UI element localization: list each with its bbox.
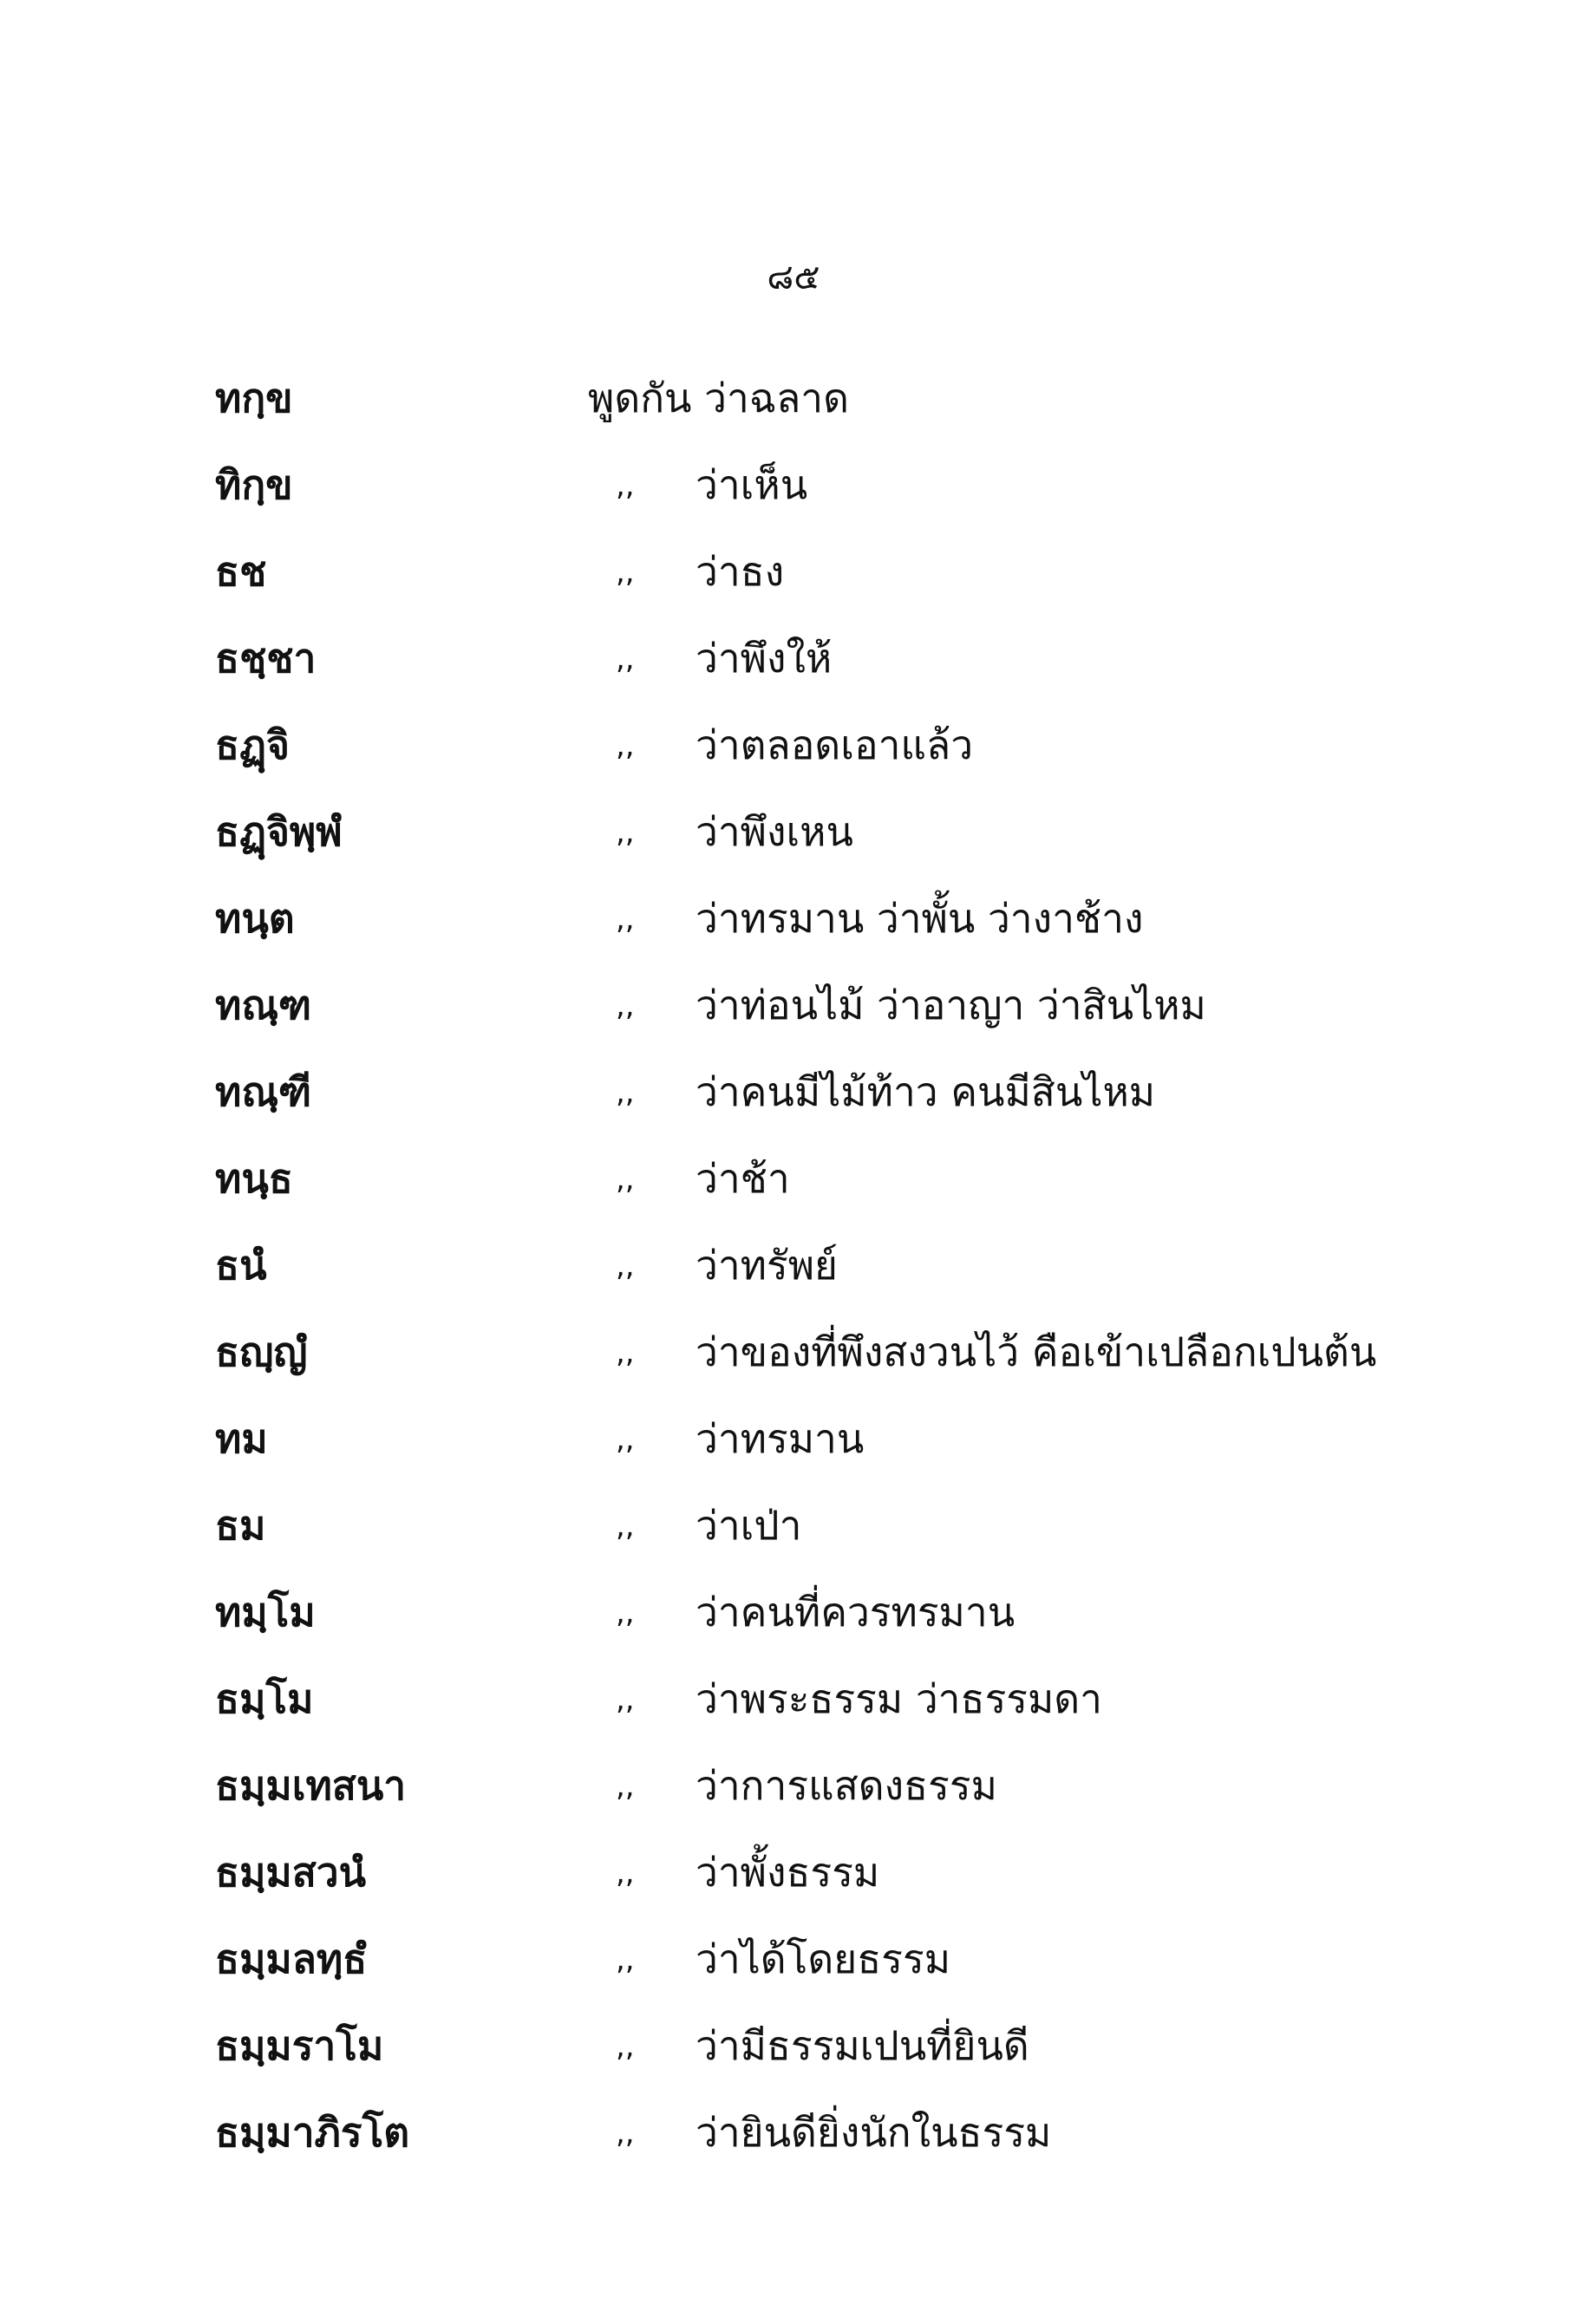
entry-meaning: ว่าตลอดเอาแล้ว bbox=[696, 721, 974, 768]
ditto-mark: ,, bbox=[616, 1856, 635, 1890]
entry-meaning: ว่าคนมีไม้ท้าว คนมีสินไหม bbox=[696, 1068, 1156, 1115]
glossary-list bbox=[215, 351, 1464, 2172]
entry-meaning: ว่าพึงให้ bbox=[696, 635, 833, 682]
entry-word: ธชฺชา bbox=[215, 635, 317, 682]
entry-word: ธม bbox=[215, 1502, 266, 1549]
entry-meaning bbox=[588, 367, 849, 430]
glossary-entry bbox=[215, 1392, 1464, 1479]
entry-meaning: ว่าคนที่ควรทรมาน bbox=[696, 1589, 1016, 1635]
entry-meaning: ว่าพั้งธรรม bbox=[696, 1849, 880, 1896]
glossary-entry bbox=[215, 438, 1464, 525]
entry-word: ธมฺมเทสนา bbox=[215, 1762, 407, 1809]
entry-word: ธมฺมสวนํ bbox=[215, 1849, 367, 1896]
glossary-entry bbox=[215, 525, 1464, 611]
glossary-entry bbox=[215, 698, 1464, 785]
glossary-entry bbox=[215, 1652, 1464, 1739]
entry-word: ทกฺข bbox=[215, 375, 293, 421]
entry-word: ทนฺธ bbox=[215, 1155, 293, 1202]
glossary-entry bbox=[215, 1305, 1464, 1392]
ditto-mark: ,, bbox=[616, 1769, 635, 1804]
glossary-entry bbox=[215, 958, 1464, 1045]
ditto-mark: ,, bbox=[616, 555, 635, 590]
ditto-mark: ,, bbox=[616, 1422, 635, 1457]
entry-meaning: ว่ายินดียิ่งนักในธรรม bbox=[696, 2109, 1052, 2156]
entry-meaning: ว่าธง bbox=[696, 548, 785, 595]
ditto-mark: ,, bbox=[616, 1682, 635, 1717]
entry-word: ธมฺมราโม bbox=[215, 2022, 384, 2069]
glossary-entry bbox=[215, 1825, 1464, 1912]
ditto-mark: ,, bbox=[616, 642, 635, 676]
entry-meaning: ว่าทรัพย์ bbox=[696, 1242, 838, 1289]
ditto-mark: ,, bbox=[616, 728, 635, 763]
entry-meaning: ว่าทรมาน ว่าพั้น ว่างาช้าง bbox=[696, 895, 1144, 942]
ditto-mark: ,, bbox=[616, 2029, 635, 2064]
ditto-mark: ,, bbox=[616, 2116, 635, 2151]
glossary-entry bbox=[215, 1999, 1464, 2086]
glossary-entry bbox=[215, 1218, 1464, 1305]
entry-word: ธช bbox=[215, 548, 267, 595]
ditto-mark: ,, bbox=[616, 468, 635, 503]
entry-meaning: ว่าเป่า bbox=[696, 1502, 802, 1549]
glossary-entry bbox=[215, 785, 1464, 872]
entry-word: ธมฺมาภิรโต bbox=[215, 2109, 410, 2156]
glossary-entry bbox=[215, 1912, 1464, 1999]
entry-meaning: ว่าพึงเหน bbox=[696, 808, 853, 855]
ditto-mark: ,, bbox=[616, 1509, 635, 1544]
ditto-mark: ,, bbox=[616, 1162, 635, 1197]
entry-meaning: ว่าพระธรรม ว่าธรรมดา bbox=[696, 1675, 1103, 1722]
ditto-mark: ,, bbox=[616, 815, 635, 850]
entry-meaning: ว่าได้โดยธรรม bbox=[696, 1936, 951, 1982]
glossary-entry bbox=[215, 611, 1464, 698]
entry-meaning: ว่ามีธรรมเปนที่ยินดี bbox=[696, 2022, 1029, 2069]
glossary-entry bbox=[215, 1045, 1464, 1132]
glossary-entry bbox=[215, 1565, 1464, 1652]
glossary-entry bbox=[215, 351, 1464, 438]
entry-word: ธนํ bbox=[215, 1242, 267, 1289]
glossary-entry bbox=[215, 2086, 1464, 2172]
entry-word: ธญฺญํ bbox=[215, 1328, 308, 1375]
entry-word: ธฏฺจิพฺพํ bbox=[215, 808, 343, 855]
entry-word: ธฏฺจิ bbox=[215, 721, 290, 768]
entry-word: ทิกฺข bbox=[215, 461, 293, 508]
ditto-mark: ,, bbox=[616, 989, 635, 1023]
ditto-mark: ,, bbox=[616, 902, 635, 937]
entry-word: ทมฺโม bbox=[215, 1589, 316, 1635]
entry-word: ทนฺต bbox=[215, 895, 295, 942]
entry-word: ทณฺฑี bbox=[215, 1068, 312, 1115]
ditto-mark: ,, bbox=[616, 1335, 635, 1370]
ditto-mark: ,, bbox=[616, 1942, 635, 1977]
entry-meaning: ว่าทรมาน bbox=[696, 1415, 865, 1462]
entry-meaning: ว่าช้า bbox=[696, 1155, 790, 1202]
entry-word: ธมฺโม bbox=[215, 1675, 314, 1722]
entry-meaning-text: ว่าฉลาด bbox=[704, 375, 850, 421]
ditto-mark: ,, bbox=[616, 1596, 635, 1630]
glossary-entry bbox=[215, 1479, 1464, 1565]
ditto-mark: ,, bbox=[616, 1249, 635, 1283]
intro-label: พูดกัน bbox=[588, 375, 692, 421]
entry-word: ทม bbox=[215, 1415, 268, 1462]
entry-word: ทณฺฑ bbox=[215, 982, 312, 1028]
glossary-entry bbox=[215, 1739, 1464, 1825]
glossary-entry bbox=[215, 872, 1464, 958]
entry-word: ธมฺมลทฺธํ bbox=[215, 1936, 368, 1982]
entry-meaning: ว่าการแสดงธรรม bbox=[696, 1762, 997, 1809]
page-number: ๘๕ bbox=[767, 258, 820, 297]
entry-meaning: ว่าท่อนไม้ ว่าอาญา ว่าสินไหม bbox=[696, 982, 1206, 1028]
entry-meaning: ว่าเห็น bbox=[696, 461, 808, 508]
glossary-entry bbox=[215, 1132, 1464, 1218]
entry-meaning: ว่าของที่พึงสงวนไว้ คือเข้าเปลือกเปนต้น bbox=[696, 1328, 1377, 1375]
ditto-mark: ,, bbox=[616, 1075, 635, 1110]
